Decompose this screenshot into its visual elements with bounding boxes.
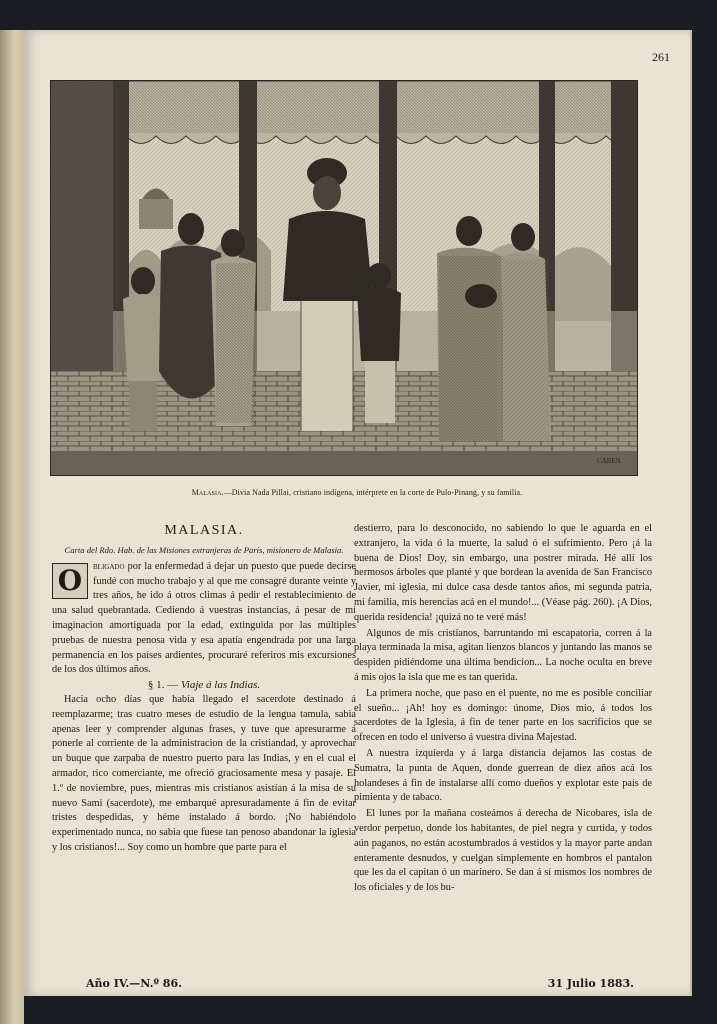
section-number: § 1. — xyxy=(147,679,179,692)
ornamental-dropcap xyxy=(52,563,88,599)
book-spine xyxy=(0,30,24,1024)
engraver-signature: CAREN xyxy=(597,457,621,465)
footer-issue: Año IV.—N.º 86. xyxy=(86,977,182,990)
paragraph-7: El lunes por la mañana costeámos á derecha de Nicobares, isla de verdor perpetuo, donde los habitantes, de piel negra y curtida, y todos aún paganos, no están acostumbrados á vestidos y la mayor parte andan enteramente desnudos, y cuelgan simplemente en hombros el pantalon que les da el capitan ó un marinero. Se dan á sí mismos los nombres de los oficiales y de los bu- xyxy=(354,808,652,894)
left-column xyxy=(52,522,356,856)
paragraph-1: por la enfermedad á dejar un puesto que puede decirse fundé con mucho trabajo y al que me consagré durante veinte y tres años, he ido á otros climas á pedir el restablecimiento de una salud quebrantada. Cediendo á vuestras instancias, á pesar de mi imaginacion amortiguada por la edad, extinguida por las múltiples pruebas de nuestra penosa vida y esa apatía engendrada por una larga permanencia en los países ardientes, procuraré referiros mis excursiones de los dos últimos años. xyxy=(52,560,357,676)
paragraph-5: La primera noche, que paso en el puente, no me es posible conciliar el sueño... ¡Ah! hoy es domingo: únome, Dios mio, á todos los sacerdotes de la Iglesia, á fin de tener parte en los sacrificios que se ofrecen en todo el universo á vuestra divina Majestad. xyxy=(354,687,652,744)
paragraph-2: Hacia ocho días que había llegado el sacerdote destinado á reemplazarme; tras cuatro meses de estudio de la lengua tamula, sabia apenas leer y comprender algunas frases, y tuve que apresurarme á ponerle al corriente de la administracion de la cristiandad, y aprovechar un buque que zarpaba de nuestro puerto para las Indias, y en el cual el armador, rico comerciante, me ofreció graciosamente mesa y pasaje. El 1.º de noviembre, pues, mientras mis cristianos asistían á la misa de su nuevo Sami (sacerdote), me embarqué apresuradamente á fin de evitar tristes despedidas, y héme instalado á bordo. ¡No habiéndolo experimentado nunca, no sabia que fuese tan penoso abandonar la iglesia y los cristianos!... Soy como un hombre que parte para el xyxy=(52,693,356,853)
caption-text: —Divia Nada Pillai, cristiano indígena, intérprete en la corte de Pulo-Pinang, y su familia. xyxy=(223,488,523,497)
section-heading xyxy=(52,678,356,693)
paragraph-6: A nuestra izquierda y á larga distancia dejamos las costas de Sumatra, la punta de Aquen, donde guerrean de diez años acá los holandeses á fin de instalarse allí como dueños y explotar este país de pimienta y de tabaco. xyxy=(354,747,652,804)
paragraph-4: Algunos de mis cristianos, barruntando mi escapatoria, corren á la playa terminada la misa, agitan lienzos blancos y juntando las manos se despiden pidiéndome una última bendicion... La noche oculta en breve á mis ojos la isla que me es tan querida. xyxy=(354,627,652,683)
dropcap-letter: O xyxy=(57,563,83,597)
caption-lead: Malasia. xyxy=(191,488,224,497)
opening-paragraph xyxy=(52,560,356,678)
lead-word: bligado xyxy=(93,560,125,572)
article-title: MALASIA. xyxy=(164,523,244,538)
article-subtitle: Carta del Rdo. Hab. de las Misiones extranjeras de París, misionero de Malasia. xyxy=(64,544,344,555)
magazine-page xyxy=(24,30,690,996)
section-title: Viaje á las Indias. xyxy=(180,679,261,692)
engraving-illustration xyxy=(50,80,638,476)
illustration-caption xyxy=(44,488,670,497)
right-column xyxy=(354,522,652,896)
page-number: 261 xyxy=(652,50,670,64)
family-portrait-engraving xyxy=(51,81,637,475)
footer-date: 31 Julio 1883. xyxy=(547,977,634,990)
paragraph-3: destierro, para lo desconocido, no sabiendo lo que le aguarda en el extranjero, la vida ó la muerte, la salud ó el sufrimiento. Pero ¡á la buena de Dios! Doy, sin embargo, una postrer mirada. Hé allí los hermosos árboles que planté y que bordean la avenida de San Francisco Javier, mi iglesia, mi dulce casa desde tantos años, mi segunda patria, mi familia, mis herencias acá en el mundo!... (Véase pág. 260). ¡A Dios, querida residencia! ¡quizá no te veré más! xyxy=(354,523,652,623)
